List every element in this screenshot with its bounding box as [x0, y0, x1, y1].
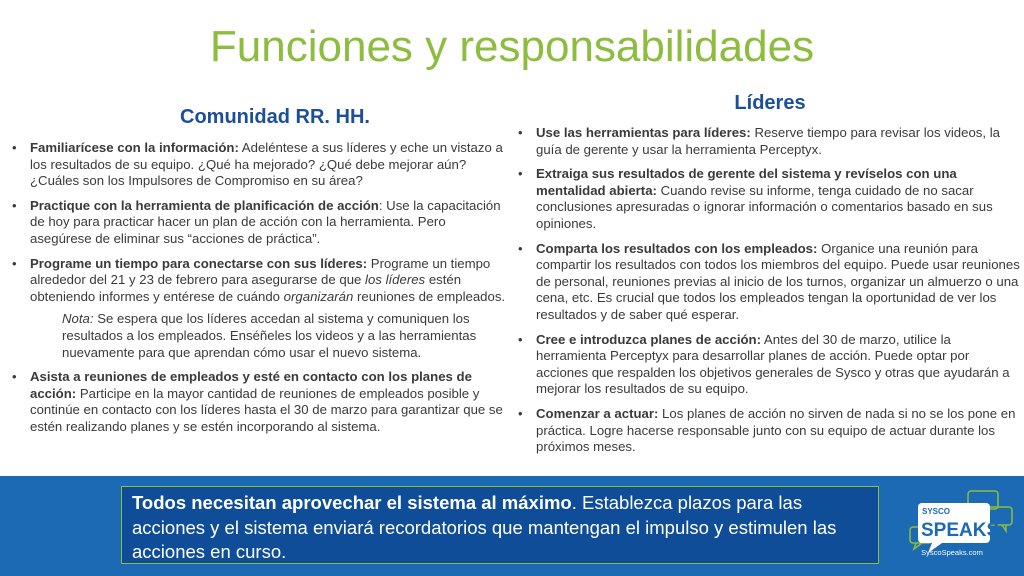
- list-item: [514, 241, 1022, 324]
- bullet-icon: •: [518, 240, 523, 256]
- note-text: Se espera que los líderes accedan al sistema y comuniquen los resultados a los empleados. Enséñeles los videos y a las herramientas nuevamente para que aprendan cómo usar el nuevo sistema.: [62, 311, 477, 360]
- list-item: [8, 140, 508, 190]
- item-text: Reserve tiempo para revisar los videos, la guía de gerente y usar la herramienta Perceptyx.: [536, 125, 1000, 157]
- logo-small-text: SYSCO: [922, 507, 951, 516]
- item-heading: Cree e introduzca planes de acción:: [536, 331, 761, 347]
- item-emphasis: organizarán: [283, 288, 354, 304]
- hr-community-heading: Comunidad RR. HH.: [180, 106, 370, 128]
- item-text: Programe un tiempo alrededor del 21 y 23 de febrero para asegurarse de que: [30, 255, 491, 288]
- item-heading: Use las herramientas para líderes:: [536, 125, 751, 140]
- bullet-icon: •: [518, 166, 523, 182]
- list-item: [514, 406, 1022, 456]
- item-heading: Extraiga sus resultados de gerente del sistema y revíselos con una mentalidad abierta:: [536, 166, 957, 198]
- hr-community-column: [8, 140, 508, 444]
- callout-heading: Todos necesitan aprovechar el sistema al máximo: [132, 492, 572, 513]
- item-heading: Asista a reuniones de empleados y esté en contacto con los planes de acción:: [30, 369, 472, 401]
- item-text: reuniones de empleados.: [353, 288, 506, 304]
- item-text: Los planes de acción no sirven de nada si no se los pone en práctica. Logre hacerse responsable junto con su equipo de actuar durante los próximos meses.: [536, 405, 1016, 455]
- item-text: Cuando revise su informe, tenga cuidado de no sacar conclusiones apresuradas o ignorar información o comentarios basado en sus opiniones.: [536, 182, 993, 231]
- item-heading: Familiarícese con la información:: [30, 140, 239, 155]
- item-heading: Comenzar a actuar:: [536, 405, 659, 421]
- list-item: [514, 125, 1022, 158]
- callout-text: . Establezca plazos para las acciones y el sistema enviará recordatorios que mantengan el impulso y estimulen las acciones en curso.: [132, 492, 837, 562]
- bullet-icon: •: [12, 197, 17, 213]
- bullet-icon: •: [12, 369, 17, 385]
- item-heading: Comparta los resultados con los empleados:: [536, 240, 818, 256]
- list-item: [514, 332, 1022, 398]
- item-heading: Programe un tiempo para conectarse con sus líderes:: [30, 255, 368, 271]
- item-text: Participe en la mayor cantidad de reuniones de empleados posible y continúe en contacto con los líderes hasta el 30 de marzo para garantizar que se estén realizando planes y se estén incorporando al sistema.: [30, 385, 503, 434]
- logo-big-text: SPEAKS: [921, 520, 1000, 541]
- item-text: : Use la capacitación de hoy para practicar hacer un plan de acción con la herramienta. Pero asegúrese de eliminar sus “acciones de práctica”.: [30, 197, 501, 246]
- logo-url-text: SyscoSpeaks.com: [921, 548, 983, 557]
- note-label: Nota:: [62, 311, 94, 327]
- note-paragraph: [8, 311, 508, 361]
- bullet-icon: •: [12, 255, 17, 271]
- bullet-icon: •: [518, 331, 523, 347]
- leaders-heading: Líderes: [734, 92, 806, 114]
- bullet-icon: •: [518, 125, 523, 140]
- item-heading: Practique con la herramienta de planificación de acción: [30, 197, 379, 213]
- item-text: estén obteniendo informes y entérese de cuándo: [30, 272, 462, 304]
- bullet-icon: •: [518, 405, 523, 421]
- list-item: [8, 198, 508, 248]
- leaders-column: [514, 125, 1022, 464]
- list-item: [8, 256, 508, 306]
- slide-title: Funciones y responsabilidades: [209, 22, 815, 71]
- bullet-icon: •: [12, 140, 17, 155]
- callout-box: [121, 486, 879, 564]
- item-text: Adeléntese a sus líderes y eche un vistazo a los resultados de su equipo. ¿Qué ha mejorado? ¿Qué debe mejorar aún? ¿Cuáles son los Impulsores de Compromiso en su área?: [30, 140, 503, 189]
- list-item: [514, 166, 1022, 232]
- item-text: Organice una reunión para compartir los resultados con todos los miembros del equipo. Puede usar reuniones de personal, reuniones previas al inicio de los turnos, organizar un almuerzo o una cena, etc. Es crucial que todos los empleados tengan la oportunidad de ver los resultados y de saber qué esperar.: [536, 240, 1020, 322]
- item-text: Antes del 30 de marzo, utilice la herramienta Perceptyx para desarrollar planes de acción. Puede optar por acciones que respalden los objetivos generales de Sysco y otras que ayudarán a mejorar los resultados de su equipo.: [536, 331, 1010, 397]
- list-item: [8, 369, 508, 435]
- item-emphasis: los líderes: [365, 272, 426, 288]
